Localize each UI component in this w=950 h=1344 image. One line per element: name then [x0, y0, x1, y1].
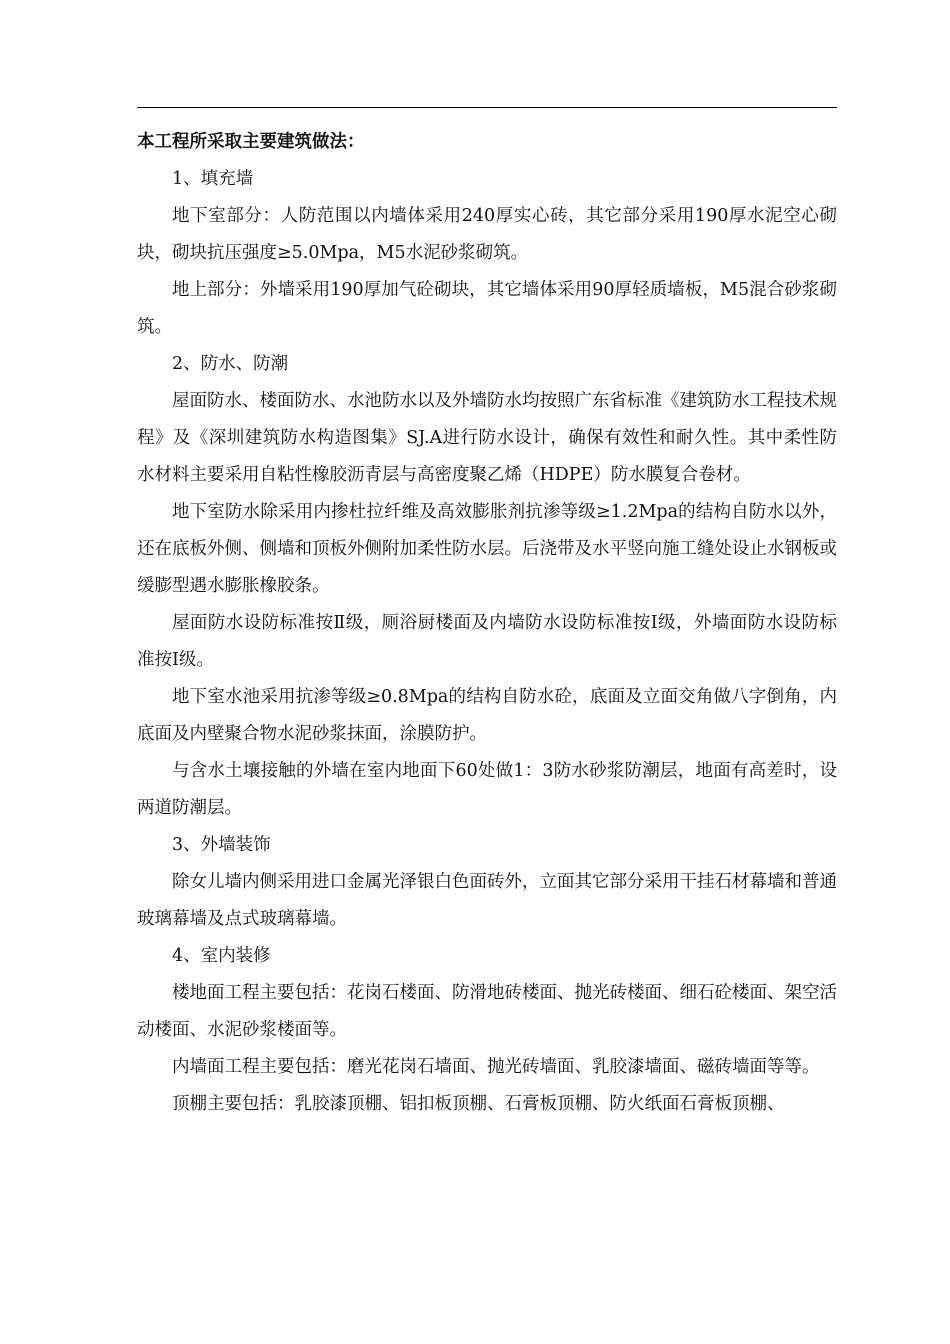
paragraph-interior-ceiling: 顶棚主要包括：乳胶漆顶棚、铝扣板顶棚、石膏板顶棚、防火纸面石膏板顶棚、 — [172, 1094, 785, 1114]
paragraph-basement-waterproofing: 地下室防水除采用内掺杜拉纤维及高效膨胀剂抗渗等级≥1.2Mpa的结构自防水以外，还在底板外侧、侧墙和顶板外侧附加柔性防水层。后浇带及水平竖向施工缝处设止水钢板或缓膨型遇水膨胀橡胶条。 — [137, 502, 837, 596]
paragraph-above-ground-wall: 地上部分：外墙采用190厚加气砼砌块，其它墙体采用90厚轻质墙板，M5混合砂浆砌筑。 — [137, 280, 837, 337]
header-rule — [137, 107, 837, 108]
paragraph-waterproof-grade: 屋面防水设防标准按Ⅱ级，厕浴厨楼面及内墙防水设防标准按Ⅰ级，外墙面防水设防标准按Ⅰ级。 — [137, 613, 837, 670]
paragraph-interior-floor: 楼地面工程主要包括：花岗石楼面、防滑地砖楼面、抛光砖楼面、细石砼楼面、架空活动楼面、水泥砂浆楼面等。 — [137, 983, 837, 1040]
paragraph-interior-wall: 内墙面工程主要包括：磨光花岗石墙面、抛光砖墙面、乳胶漆墙面、磁砖墙面等等。 — [172, 1057, 820, 1077]
paragraph-facade: 除女儿墙内侧采用进口金属光泽银白色面砖外，立面其它部分采用干挂石材幕墙和普通玻璃幕墙及点式玻璃幕墙。 — [137, 872, 837, 929]
section-title-interior: 4、室内装修 — [172, 946, 271, 966]
document-body — [137, 124, 837, 1123]
paragraph-pool-waterproofing: 地下室水池采用抗渗等级≥0.8Mpa的结构自防水砼，底面及立面交角做八字倒角，内底面及内壁聚合物水泥砂浆抹面，涂膜防护。 — [137, 687, 837, 744]
paragraph-damp-proofing: 与含水土壤接触的外墙在室内地面下60处做1：3防水砂浆防潮层，地面有高差时，设两道防潮层。 — [137, 761, 837, 818]
paragraph-basement-wall: 地下室部分：人防范围以内墙体采用240厚实心砖，其它部分采用190厚水泥空心砌块，砌块抗压强度≥5.0Mpa，M5水泥砂浆砌筑。 — [137, 206, 837, 263]
section-title-facade: 3、外墙装饰 — [172, 835, 271, 855]
section-title-infill-wall: 1、填充墙 — [172, 169, 254, 189]
document-heading: 本工程所采取主要建筑做法： — [137, 132, 365, 152]
section-title-waterproofing: 2、防水、防潮 — [172, 354, 289, 374]
paragraph-roof-waterproofing: 屋面防水、楼面防水、水池防水以及外墙防水均按照广东省标准《建筑防水工程技术规程》及《深圳建筑防水构造图集》SJ.A进行防水设计，确保有效性和耐久性。其中柔性防水材料主要采用自粘性橡胶沥青层与高密度聚乙烯（HDPE）防水膜复合卷材。 — [137, 391, 837, 485]
